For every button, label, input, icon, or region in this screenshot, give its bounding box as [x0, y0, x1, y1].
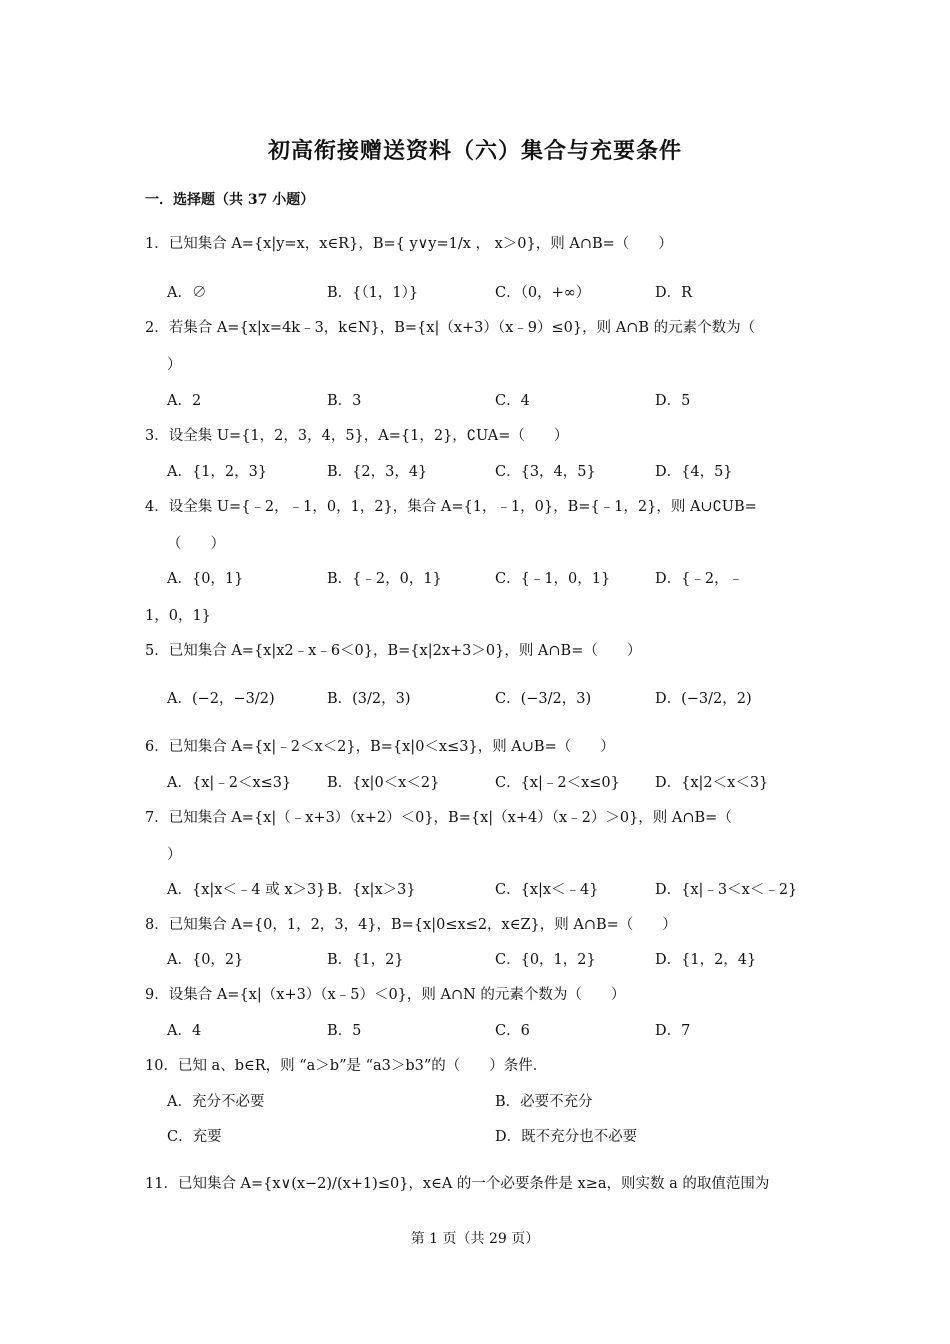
question-11: 11．已知集合 A={x∨(x−2)/(x+1)≤0}，x∈A 的一个必要条件是 x≥a，则实数 a 的取值范围为 — [145, 1176, 770, 1192]
q2-option-c: C．4 — [495, 393, 530, 409]
q7-option-a: A．{x|x＜﹣4 或 x＞3} — [167, 882, 326, 898]
q3-option-b: B．{2，3，4} — [327, 464, 428, 480]
question-3: 3．设全集 U={1，2，3，4，5}，A={1，2}，∁UA=（ ） — [145, 428, 569, 444]
q6-option-a: A．{x|﹣2＜x≤3} — [167, 775, 292, 791]
question-1: 1．已知集合 A={x|y=x，x∈R}，B={ y∨y=1/x ， x＞0}，则 A∩B=（ ） — [145, 236, 673, 252]
page-title: 初高衔接赠送资料（六）集合与充要条件 — [267, 138, 682, 164]
q5-option-a: A．(−2，−3/2) — [167, 691, 275, 707]
q6-option-d: D．{x|2＜x＜3} — [655, 775, 769, 791]
q4-option-b: B．{﹣2，0，1} — [327, 571, 442, 587]
q6-option-c: C．{x|﹣2＜x≤0} — [495, 775, 620, 791]
question-4: 4．设全集 U={﹣2，﹣1，0，1，2}，集合 A={1，﹣1，0}，B={﹣1，2}，则 A∪∁UB= — [145, 499, 757, 515]
q7-option-b: B．{x|x＞3} — [327, 882, 416, 898]
q8-option-a: A．{0，2} — [167, 952, 244, 968]
q1-option-d: D．R — [655, 285, 693, 301]
q5-option-d: D．(−3/2，2) — [655, 691, 752, 707]
q9-option-c: C．6 — [495, 1023, 530, 1039]
q3-option-d: D．{4，5} — [655, 464, 733, 480]
question-10: 10．已知 a、b∈R，则 “a＞b”是 “a3＞b3”的（ ）条件． — [145, 1058, 548, 1074]
q8-option-c: C．{0，1，2} — [495, 952, 596, 968]
q4-option-c: C．{﹣1，0，1} — [495, 571, 611, 587]
q6-option-b: B．{x|0＜x＜2} — [327, 775, 440, 791]
q7-option-c: C．{x|x＜﹣4} — [495, 882, 599, 898]
q1-option-c: C．（0，+∞） — [495, 285, 591, 301]
question-2-cont: ） — [167, 357, 182, 373]
question-4-cont: （ ） — [167, 536, 225, 552]
q10-option-c: C．充要 — [167, 1129, 222, 1145]
question-7-cont: ） — [167, 847, 182, 863]
q2-option-b: B．3 — [327, 393, 362, 409]
q10-option-a: A．充分不必要 — [167, 1094, 265, 1110]
question-5: 5．已知集合 A={x|x2﹣x﹣6＜0}，B={x|2x+3＞0}，则 A∩B=（ ） — [145, 643, 642, 659]
question-7: 7．已知集合 A={x|（﹣x+3）（x+2）＜0}，B={x|（x+4）（x﹣2）＞0}，则 A∩B=（ — [145, 810, 732, 826]
q4-option-d-cont: 1，0，1} — [145, 608, 211, 624]
q4-option-d: D．{﹣2，﹣ — [655, 571, 744, 587]
page-footer: 第 1 页（共 29 页） — [410, 1231, 540, 1247]
q3-option-c: C．{3，4，5} — [495, 464, 596, 480]
q8-option-d: D．{1，2，4} — [655, 952, 757, 968]
q9-option-a: A．4 — [167, 1023, 202, 1039]
section-heading: 一．选择题（共 37 小题） — [145, 192, 315, 208]
q8-option-b: B．{1，2} — [327, 952, 404, 968]
q9-option-b: B．5 — [327, 1023, 362, 1039]
q2-option-d: D．5 — [655, 393, 691, 409]
q9-option-d: D．7 — [655, 1023, 691, 1039]
question-2: 2．若集合 A={x|x=4k﹣3，k∈N}，B={x|（x+3）（x﹣9）≤0}，则 A∩B 的元素个数为（ — [145, 320, 756, 336]
q1-option-b: B．{（1，1）} — [327, 285, 419, 301]
question-6: 6．已知集合 A={x|﹣2＜x＜2}，B={x|0＜x≤3}，则 A∪B=（ ） — [145, 739, 615, 755]
q2-option-a: A．2 — [167, 393, 202, 409]
q3-option-a: A．{1，2，3} — [167, 464, 268, 480]
q7-option-d: D．{x|﹣3＜x＜﹣2} — [655, 882, 798, 898]
q1-option-a: A．∅ — [167, 285, 207, 301]
q10-option-d: D．既不充分也不必要 — [495, 1129, 638, 1145]
q5-option-b: B．(3/2，3) — [327, 691, 411, 707]
question-9: 9．设集合 A={x|（x+3）（x﹣5）＜0}，则 A∩N 的元素个数为（ ） — [145, 987, 626, 1003]
q10-option-b: B．必要不充分 — [495, 1094, 593, 1110]
q4-option-a: A．{0，1} — [167, 571, 244, 587]
question-8: 8．已知集合 A={0，1，2，3，4}，B={x|0≤x≤2，x∈Z}，则 A∩B=（ ） — [145, 917, 677, 933]
q5-option-c: C．(−3/2，3) — [495, 691, 592, 707]
